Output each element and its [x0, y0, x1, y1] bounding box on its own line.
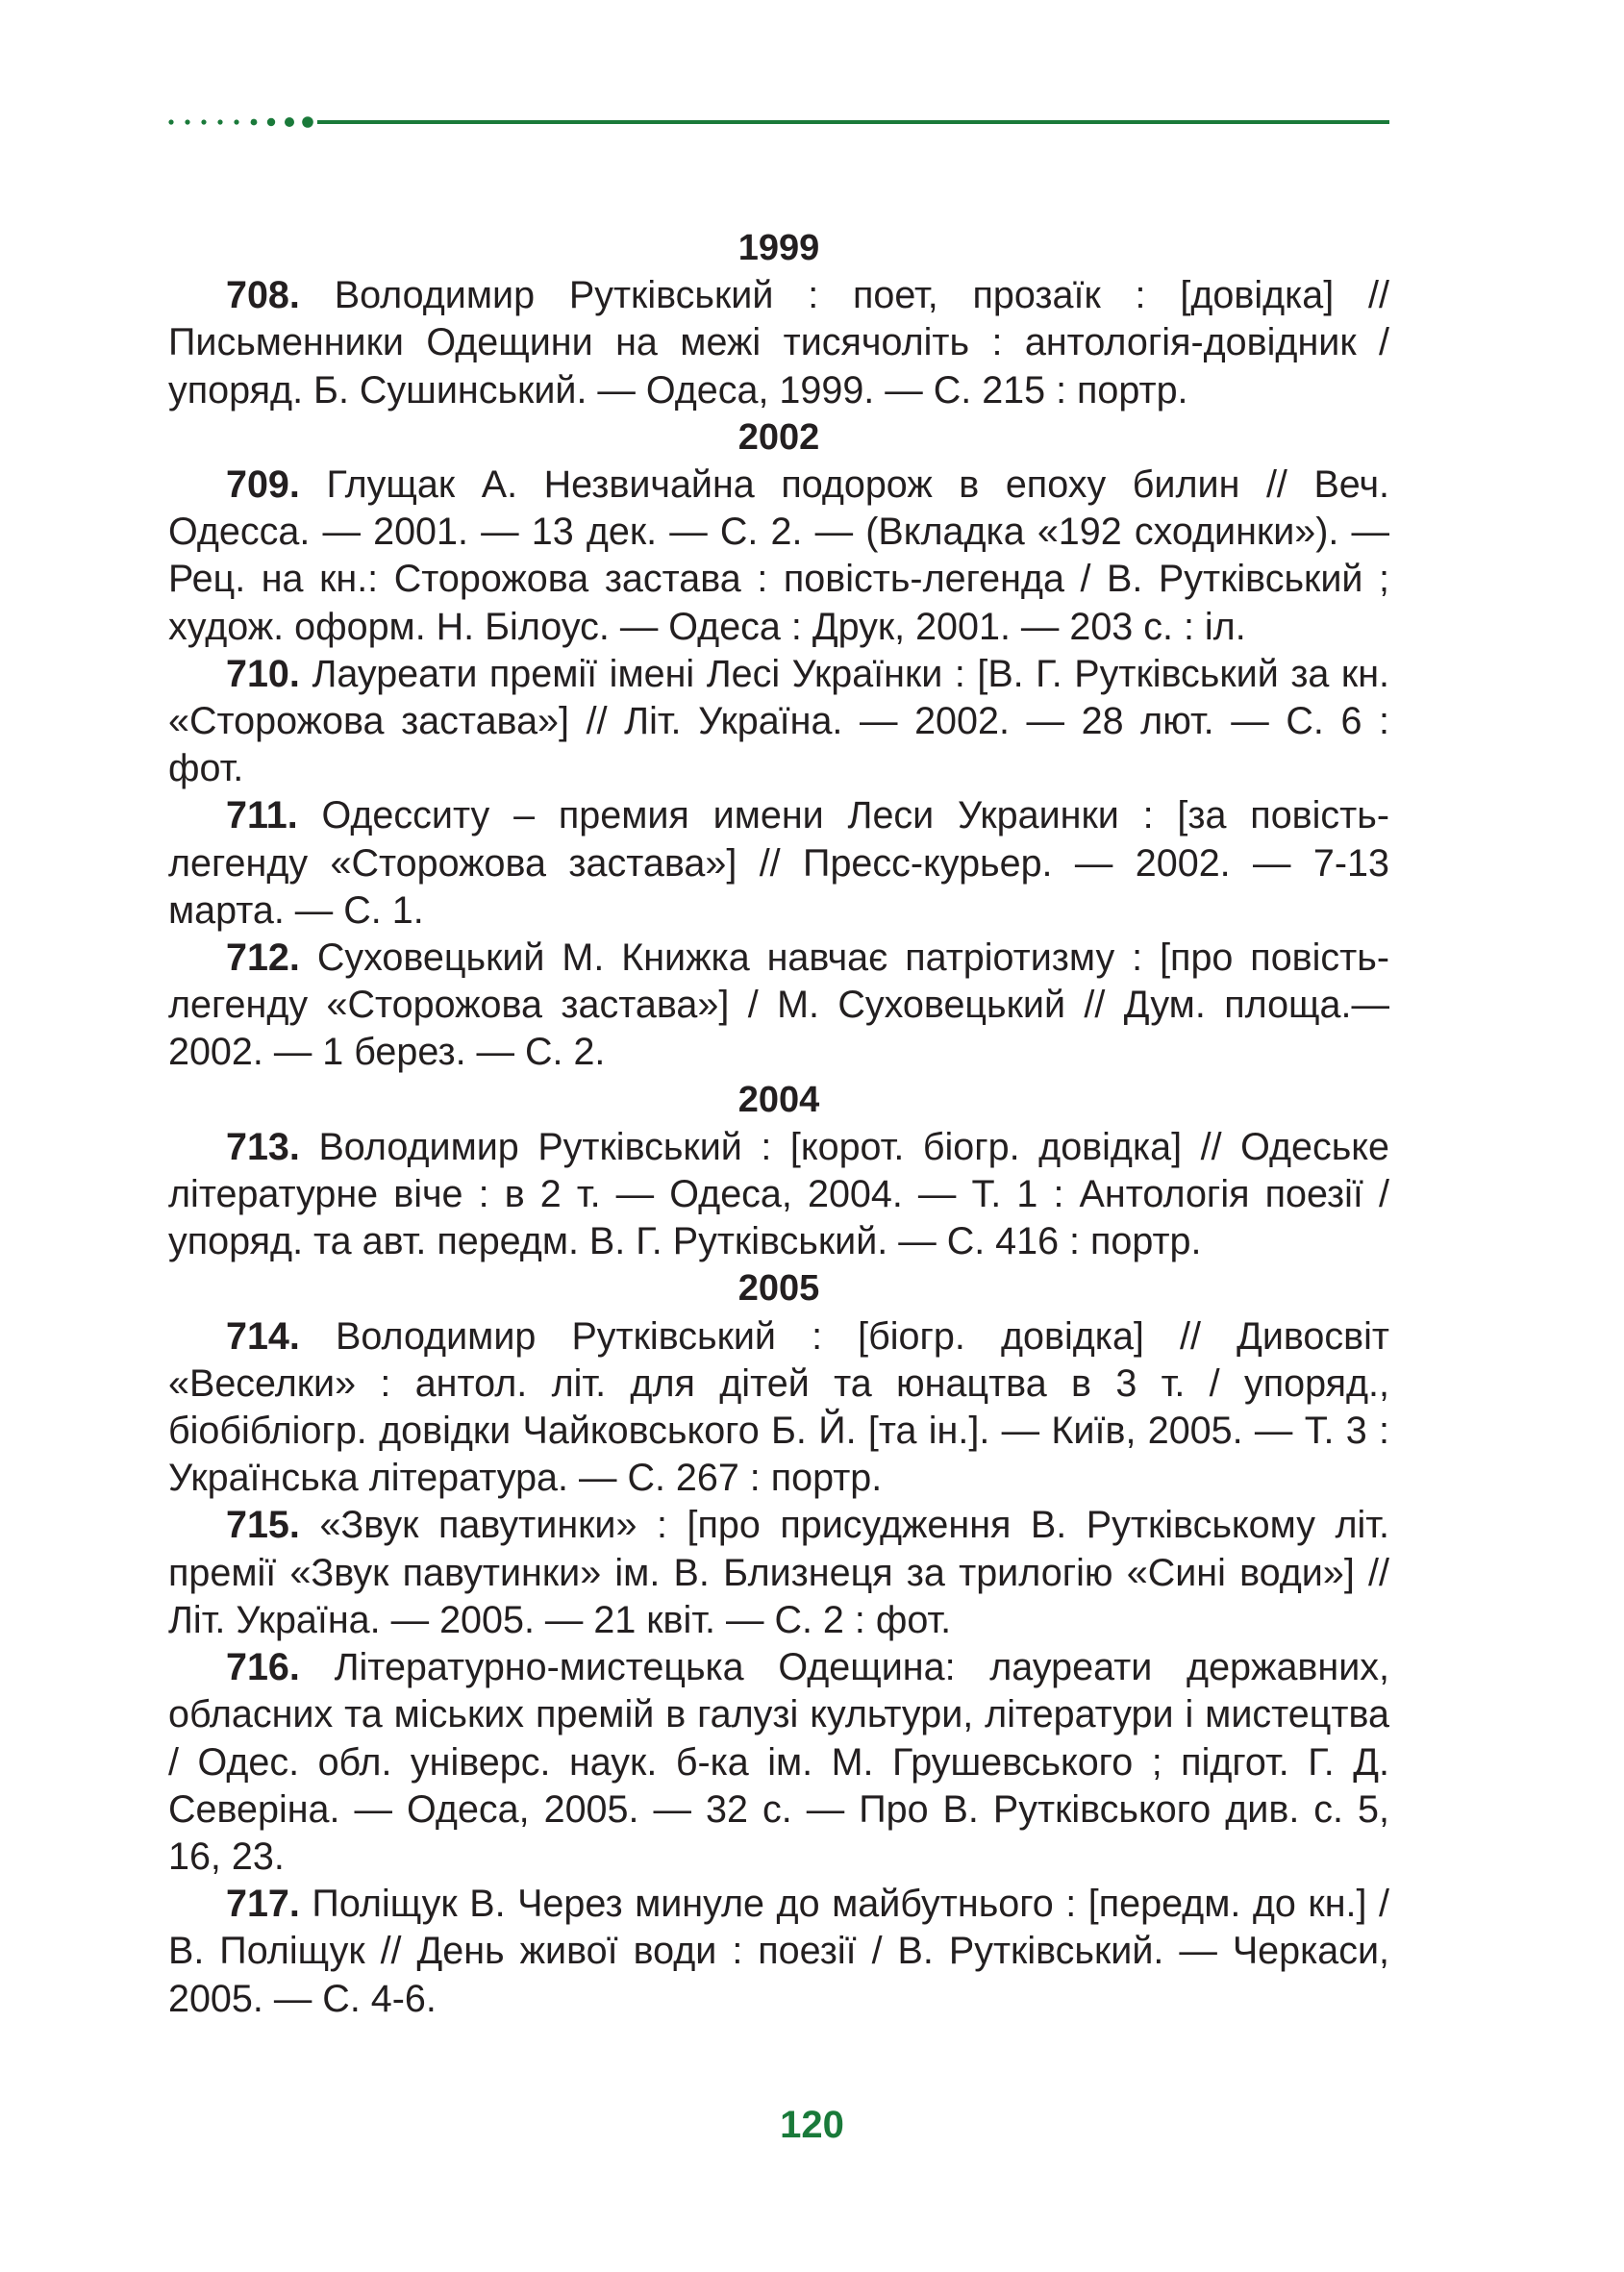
entry-text: «Звук павутинки» : [про присудження В. Рутківському літ. премії «Звук павутинки» ім. В. Близнеця за трилогію «Сині води»] // Літ. Україна. — 2005. — 21 квіт. — С. 2 : фот. [168, 1504, 1389, 1641]
bibliography-entry-709 [168, 462, 1389, 651]
entry-number: 716. [226, 1646, 300, 1689]
entry-number: 714. [226, 1314, 300, 1358]
year-section-2005 [168, 1265, 1389, 2022]
bibliography-entry-713 [168, 1124, 1389, 1266]
year-heading: 2005 [737, 1268, 820, 1310]
year-section-1999 [168, 225, 1389, 414]
year-heading: 2002 [737, 416, 820, 458]
header-decorative-rule [168, 112, 1389, 133]
entry-text: Суховецький М. Книжка навчає патріотизму : [про повість-легенду «Сторожова застава»] / М. Суховецький // Дум. площа.— 2002. — 1 берез. — С. 2. [168, 936, 1389, 1074]
bibliography-entry-716 [168, 1644, 1389, 1881]
entry-number: 715. [226, 1504, 300, 1547]
bibliography-entry-712 [168, 935, 1389, 1077]
entry-text: Поліщук В. Через минуле до майбутнього : [передм. до кн.] / В. Поліщук // День живої води : поезії / В. Рутківський. — Черкаси, 2005. — С. 4-6. [168, 1883, 1389, 2020]
year-section-2002 [168, 414, 1389, 1077]
entry-number: 708. [226, 274, 300, 317]
entry-number: 710. [226, 652, 300, 695]
bibliography-entry-715 [168, 1502, 1389, 1644]
bibliography-entry-714 [168, 1313, 1389, 1503]
entry-text: Володимир Рутківський : [корот. біогр. довідка] // Одеське літературне віче : в 2 т. — Одеса, 2004. — Т. 1 : Антологія поезії / упоряд. та авт. передм. В. Г. Рутківський. — С. 416 : портр. [168, 1125, 1389, 1263]
entry-text: Одесситу – премия имени Леси Украинки : [за повість-легенду «Сторожова застава»] // Пресс-курьер. — 2002. — 7-13 марта. — С. 1. [168, 794, 1389, 932]
entry-number: 711. [226, 794, 298, 837]
entry-number: 717. [226, 1883, 300, 1926]
bibliography-entry-708 [168, 272, 1389, 414]
entry-text: Лауреати премії імені Лесі Українки : [В. Г. Рутківський за кн. «Сторожова застава»] // Літ. Україна. — 2002. — 28 лют. — С. 6 : фот. [168, 652, 1389, 790]
entry-number: 713. [226, 1125, 300, 1168]
entry-text: Володимир Рутківський : поет, прозаїк : [довідка] // Письменники Одещини на межі тисячоліть : антологія-довідник / упоряд. Б. Сушинський. — Одеса, 1999. — С. 215 : портр. [168, 274, 1390, 412]
bibliography-entry-711 [168, 792, 1389, 935]
entry-number: 709. [226, 463, 300, 507]
year-heading: 1999 [737, 228, 820, 268]
bibliography-entry-717 [168, 1881, 1389, 2023]
entry-text: Глущак А. Незвичайна подорож в епоху билин // Веч. Одесса. — 2001. — 13 дек. — С. 2. — (Вкладка «192 сходинки»). — Рец. на кн.: Сторожова застава : повість-легенда / В. Рутківський ; худож. оформ. Н. Білоус. — Одеса : Друк, 2001. — 203 с. : іл. [168, 463, 1389, 648]
entry-number: 712. [226, 936, 300, 980]
entry-text: Володимир Рутківський : [біогр. довідка] // Дивосвіт «Веселки» : антол. літ. для дітей та юнацтва в 3 т. / упоряд., біобібліогр. довідки Чайковського Б. Й. [та ін.]. — Київ, 2005. — Т. 3 : Українська література. — С. 267 : портр. [168, 1314, 1389, 1500]
bibliography-content [168, 225, 1389, 2023]
year-heading: 2004 [737, 1079, 820, 1120]
entry-text: Літературно-мистецька Одещина: лауреати державних, обласних та міських премій в галузі культури, літератури і мистецтва / Одес. обл. універс. наук. б-ка ім. М. Грушевського ; підгот. Г. Д. Северіна. — Одеса, 2005. — 32 с. — Про В. Рутківського див. с. 5, 16, 23. [168, 1646, 1389, 1878]
bibliography-entry-710 [168, 651, 1389, 793]
year-section-2004 [168, 1077, 1389, 1266]
page-number: 120 [780, 2104, 844, 2146]
